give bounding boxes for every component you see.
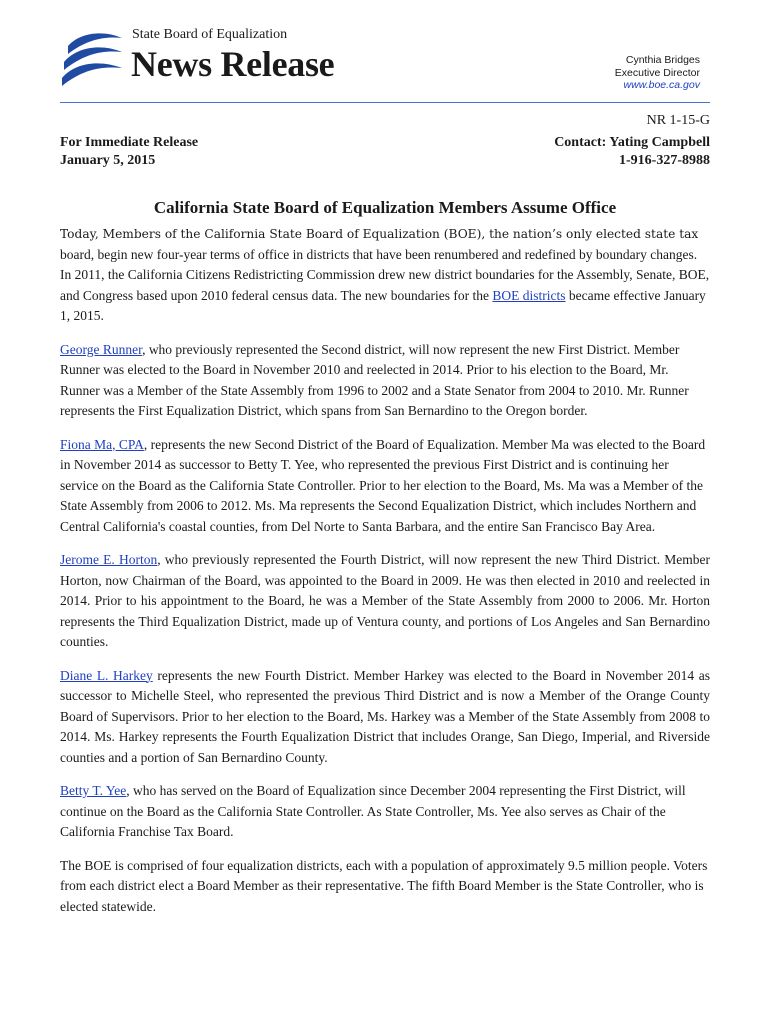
page-title: News Release — [131, 44, 335, 84]
ma-text: , represents the new Second District of the Board of Equalization. Member Ma was elected to the Board in November 2014 as successor to Betty T. Yee, who represented the previous First District and is continuing her service on the Board as the California State Controller. Prior to her election to the Board, Ms. Ma was a Member of the State Assembly from 2006 to 2012. Ms. Ma represents the Second Equalization District, which includes Northern and Central California's coastal counties, from Del Norte to Santa Barbara, and the entire San Francisco Bay Area. — [60, 436, 706, 534]
fiona-ma-link[interactable]: Fiona Ma, CPA — [60, 436, 144, 452]
paragraph-harkey — [60, 666, 710, 769]
jerome-horton-link[interactable]: Jerome E. Horton — [60, 552, 158, 567]
director-name: Cynthia Bridges — [625, 54, 700, 66]
paragraph-intro — [60, 224, 710, 327]
wave-logo-icon — [60, 28, 126, 92]
boe-districts-link[interactable]: BOE districts — [492, 287, 566, 303]
paragraph-horton — [60, 550, 710, 653]
horton-text: , who previously represented the Fourth District, will now represent the new Third District. Member Horton, now Chairman of the Board, was appointed to the Board in 2009. He was then elected in 2010 and reelected in 2014. Prior to his appointment to the Board, he was a Member of the State Assembly from 2000 to 2006. Mr. Horton represents the Third Equalization District, made up of Ventura county, and portions of Los Angeles and San Bernardino counties. — [60, 552, 710, 649]
yee-text: , who has served on the Board of Equalization since December 2004 representing the First District, will continue on the Board as the California State Controller. As State Controller, Ms. Yee also serves as Chair of the California Franchise Tax Board. — [60, 783, 686, 839]
headline: California State Board of Equalization Members Assume Office — [153, 198, 617, 217]
contact-block — [554, 134, 710, 170]
director-block — [615, 54, 700, 92]
article-body — [60, 224, 710, 930]
intro-lead: Today, Members of the California State Board of Equalization (BOE), the nation’s only elected state tax — [60, 227, 699, 241]
header-divider — [60, 102, 710, 103]
runner-text: , who previously represented the Second district, will now represent the new First District. Member Runner was elected to the Board in November 2010 and reelected in 2014. Prior to his election to the Board, Mr. Runner was a Member of the State Assembly from 1996 to 2002 and a State Senator from 2004 to 2010. Mr. Runner represents the First Equalization District, which spans from San Bernardino to the Oregon border. — [60, 341, 689, 418]
intro-after: became effective January 1, 2015. — [60, 287, 706, 323]
release-number: NR 1-15-G — [646, 113, 710, 128]
release-meta — [60, 134, 198, 170]
release-date: January 5, 2015 — [60, 153, 156, 168]
betty-yee-link[interactable]: Betty T. Yee — [60, 783, 127, 798]
release-type: For Immediate Release — [60, 135, 199, 150]
contact-phone: 1-916-327-8988 — [619, 153, 710, 168]
website-link[interactable]: www.boe.ca.gov — [623, 79, 700, 91]
contact-name: Contact: Yating Campbell — [554, 135, 710, 150]
diane-harkey-link[interactable]: Diane L. Harkey — [60, 667, 153, 683]
summary-text: The BOE is comprised of four equalization districts, each with a population of approximately 9.5 million people. Voters from each district elect a Board Member as their representative. The fifth Board Member is the State Controller, who is elected statewide. — [60, 857, 708, 914]
paragraph-ma — [60, 435, 710, 538]
harkey-text: represents the new Fourth District. Member Harkey was elected to the Board in November 2014 as successor to Michelle Steel, who represented the previous Third District and is now a Member of the Orange County Board of Supervisors. Prior to her election to the Board, Ms. Harkey was a Member of the State Assembly from 2008 to 2014. Ms. Harkey represents the Fourth Equalization District that includes Orange, San Diego, Imperial, and Riverside counties and a portion of San Bernardino County. — [60, 667, 710, 765]
paragraph-summary — [60, 856, 710, 918]
org-name: State Board of Equalization — [132, 27, 288, 42]
paragraph-runner — [60, 340, 710, 422]
director-title: Executive Director — [614, 66, 700, 79]
george-runner-link[interactable]: George Runner — [60, 341, 143, 357]
paragraph-yee — [60, 781, 710, 843]
intro-text: board, begin new four-year terms of office in districts that have been renumbered and redefined by boundary changes. In 2011, the California Citizens Redistricting Commission drew new district boundaries for the Assembly, Senate, BOE, and Congress based upon 2010 federal census data. The new boundaries for the — [60, 246, 710, 303]
